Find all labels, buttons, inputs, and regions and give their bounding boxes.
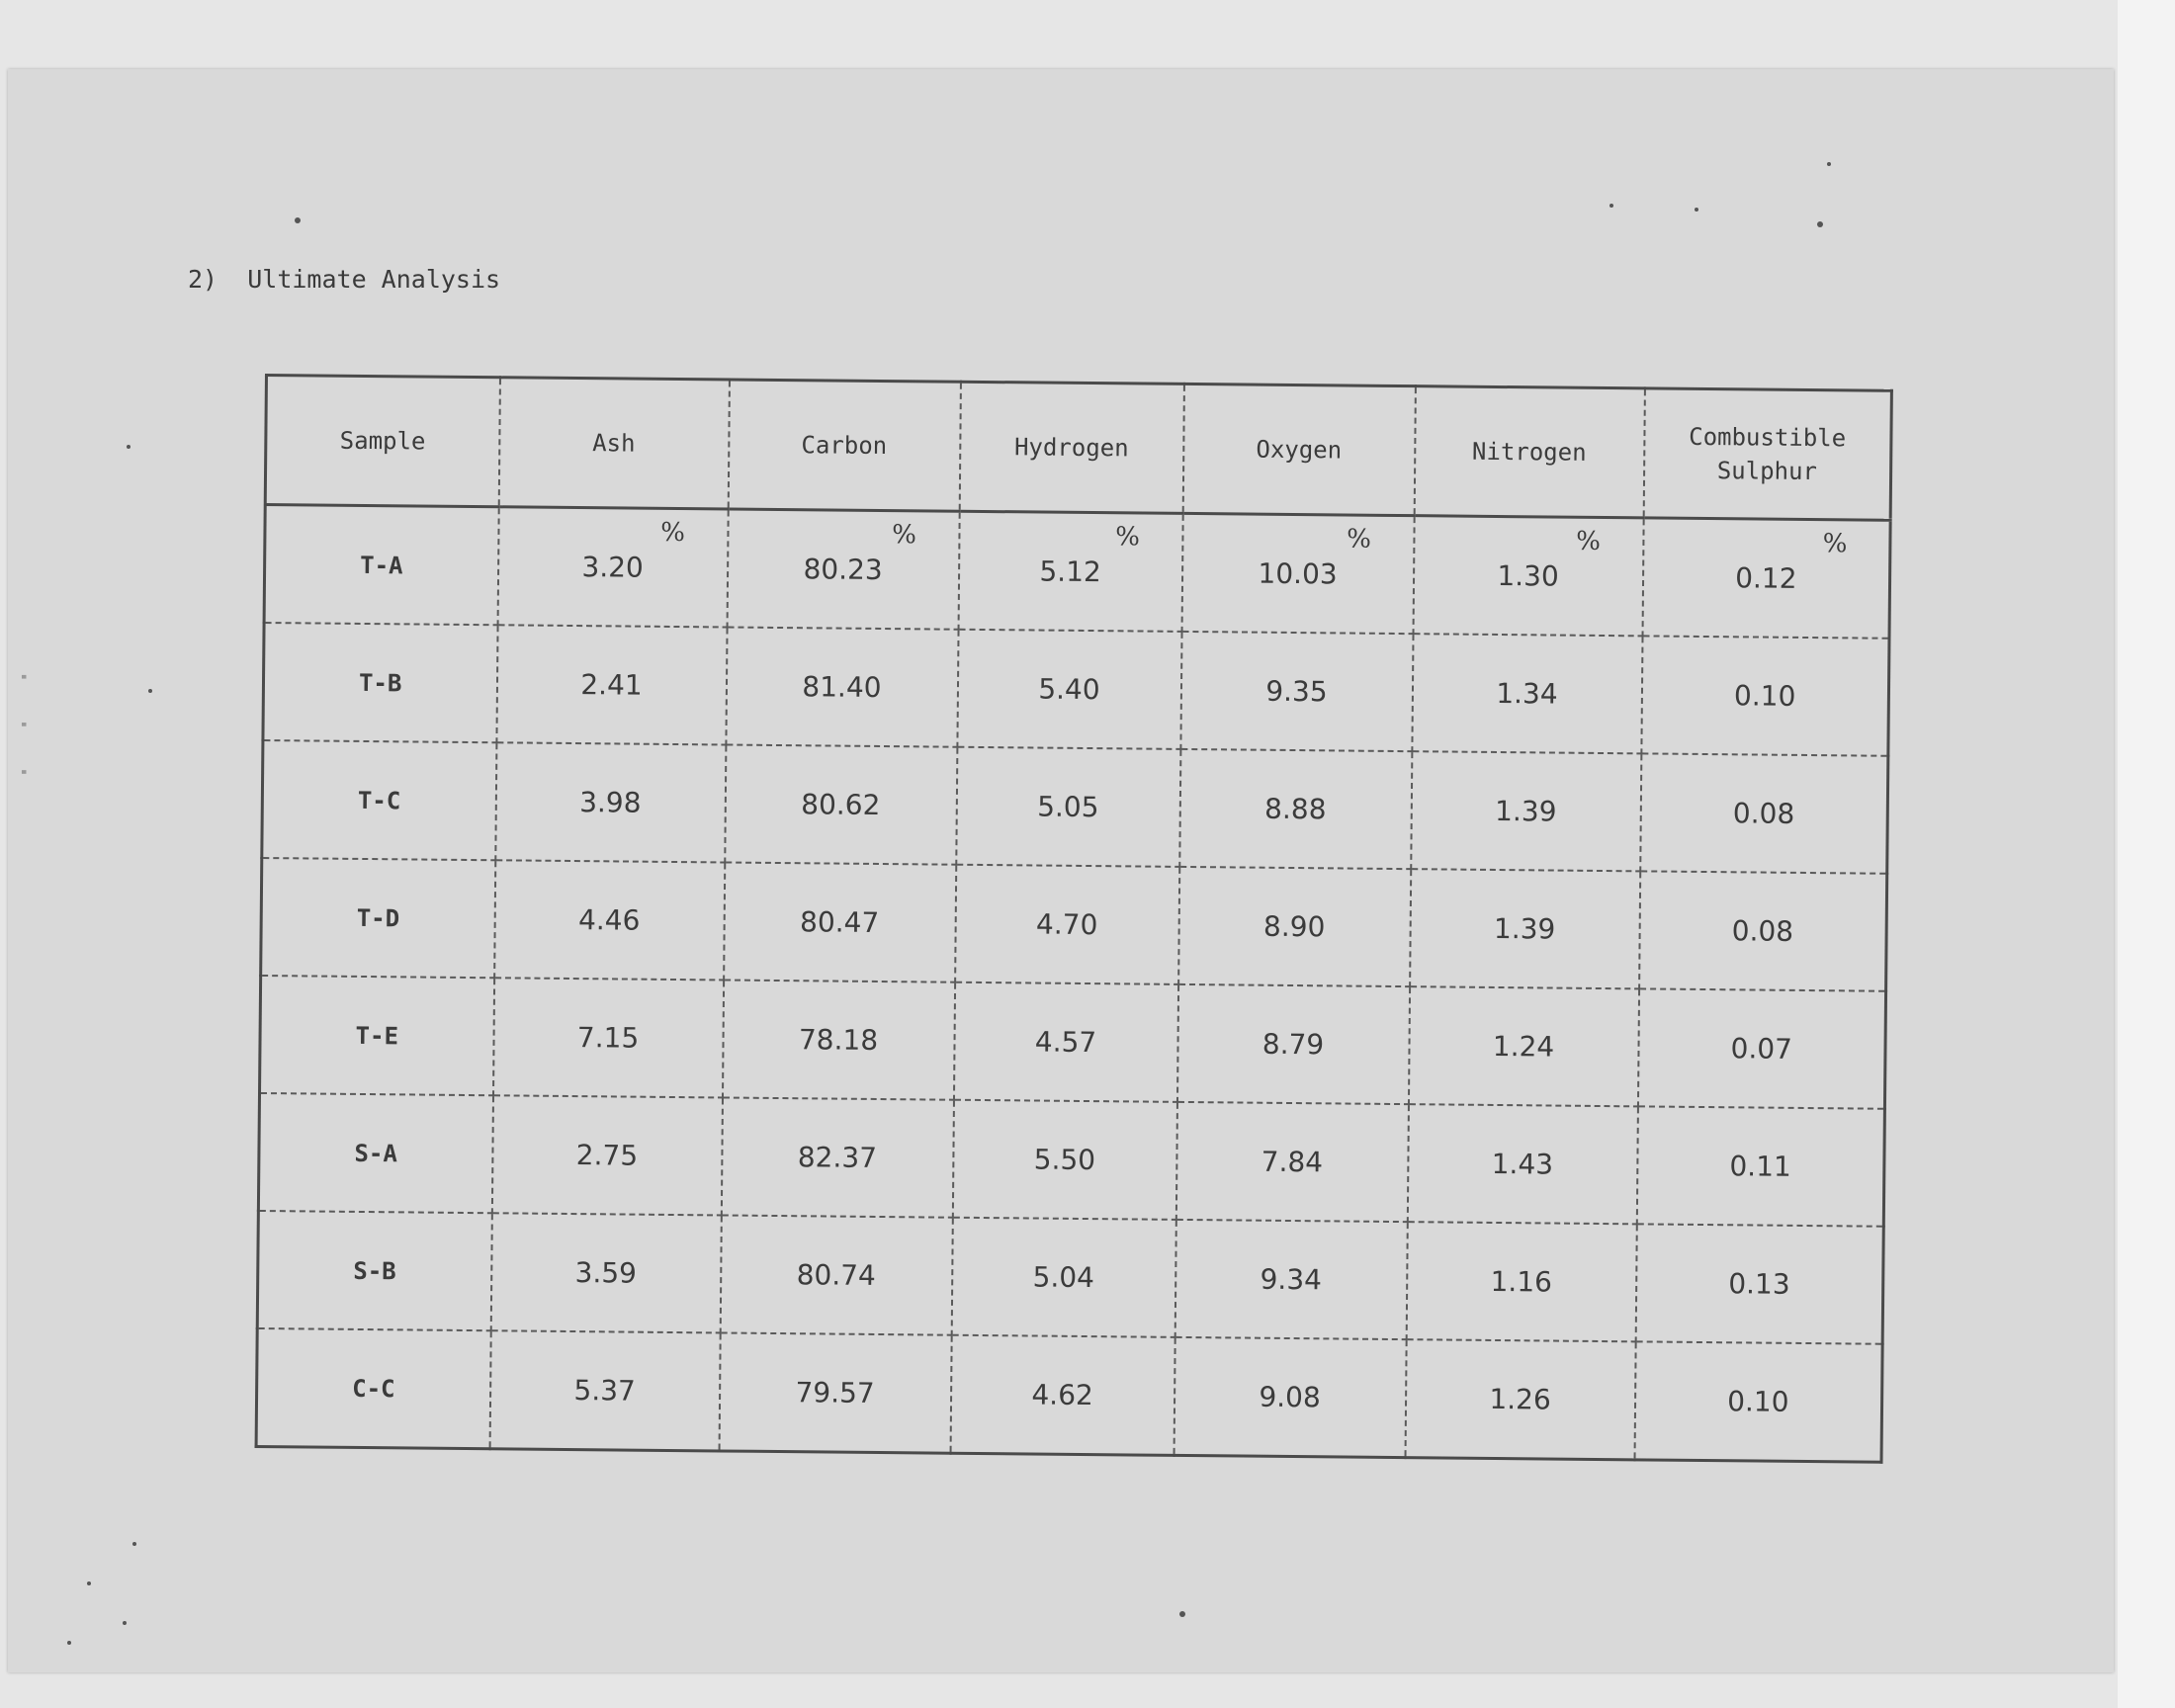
oxygen-cell: 9.34	[1174, 1220, 1407, 1339]
nitrogen-cell: 1.43	[1407, 1104, 1637, 1224]
scan-speck	[1610, 204, 1613, 208]
sample-cell: S-A	[258, 1093, 492, 1213]
scan-speck	[1179, 1611, 1185, 1617]
scan-speck	[1695, 208, 1698, 212]
scan-speck	[127, 445, 130, 449]
section-number: 2)	[188, 265, 218, 294]
nitrogen-cell: 1.16	[1406, 1222, 1636, 1341]
value: 0.12	[1735, 561, 1797, 595]
oxygen-cell	[1181, 513, 1414, 634]
analysis-table-container	[255, 374, 1890, 1464]
table-row	[257, 1211, 1883, 1344]
table-row	[262, 740, 1888, 874]
ash-cell: 4.46	[494, 860, 725, 980]
sample-cell: S-B	[257, 1211, 491, 1330]
sample-cell: T-A	[264, 505, 498, 626]
nitrogen-cell: 1.26	[1405, 1339, 1635, 1460]
sample-cell: T-B	[263, 623, 497, 742]
header-oxygen: Oxygen	[1182, 384, 1415, 515]
nitrogen-cell: 1.34	[1412, 634, 1642, 753]
percent-unit: %	[1115, 522, 1141, 553]
header-nitrogen: Nitrogen	[1414, 386, 1644, 518]
nitrogen-cell: 1.24	[1408, 986, 1638, 1106]
value: 1.30	[1497, 558, 1559, 593]
sulphur-cell: 0.10	[1641, 636, 1889, 755]
hydrogen-cell	[958, 511, 1182, 632]
ultimate-analysis-table	[255, 374, 1893, 1464]
scan-speck	[132, 1542, 136, 1546]
nitrogen-cell	[1413, 516, 1643, 637]
margin-stamp: · · ·	[8, 661, 43, 781]
percent-unit: %	[1822, 529, 1848, 559]
sample-cell: T-D	[261, 858, 495, 978]
scan-edge	[2118, 0, 2175, 1708]
sulphur-cell: 0.10	[1634, 1341, 1882, 1462]
sulphur-cell: 0.13	[1635, 1224, 1883, 1343]
header-row	[265, 376, 1891, 521]
carbon-cell: 81.40	[726, 627, 958, 746]
oxygen-cell: 9.08	[1174, 1337, 1406, 1458]
ash-cell: 7.15	[493, 978, 724, 1097]
carbon-cell: 80.47	[724, 862, 956, 982]
sample-cell: C-C	[256, 1328, 490, 1449]
percent-unit: %	[1576, 526, 1602, 556]
scan-speck	[1817, 221, 1823, 227]
header-hydrogen: Hydrogen	[959, 382, 1183, 513]
hydrogen-cell: 5.50	[952, 1100, 1176, 1220]
value: 10.03	[1258, 556, 1338, 591]
ash-cell	[497, 507, 728, 628]
header-sample: Sample	[265, 376, 499, 507]
ash-cell: 3.59	[490, 1213, 721, 1332]
sulphur-cell: 0.11	[1636, 1106, 1884, 1226]
percent-unit: %	[892, 520, 917, 551]
table-row	[258, 1093, 1884, 1227]
hydrogen-cell: 4.57	[953, 982, 1177, 1102]
header-ash: Ash	[498, 378, 729, 509]
ash-cell: 5.37	[489, 1330, 720, 1451]
section-heading	[188, 265, 500, 294]
scan-speck	[67, 1641, 71, 1645]
table-row	[263, 623, 1889, 756]
scan-speck	[148, 689, 152, 693]
sulphur-cell: 0.08	[1639, 871, 1887, 990]
header-carbon: Carbon	[728, 380, 960, 511]
oxygen-cell: 8.88	[1179, 749, 1412, 869]
oxygen-cell: 9.35	[1180, 632, 1413, 751]
nitrogen-cell: 1.39	[1410, 869, 1640, 988]
hydrogen-cell: 4.62	[950, 1335, 1174, 1456]
percent-unit: %	[1347, 524, 1372, 555]
sulphur-cell: 0.08	[1640, 753, 1888, 873]
sulphur-cell: 0.07	[1637, 988, 1885, 1108]
sample-cell: T-C	[262, 740, 496, 860]
sample-cell: T-E	[260, 976, 494, 1095]
table-row	[256, 1328, 1882, 1462]
ash-cell: 3.98	[495, 742, 726, 862]
table-row	[261, 858, 1887, 991]
sulphur-cell	[1642, 518, 1890, 639]
table-row	[260, 976, 1886, 1109]
oxygen-cell: 7.84	[1175, 1102, 1408, 1222]
carbon-cell: 80.74	[720, 1215, 952, 1334]
hydrogen-cell: 4.70	[955, 865, 1179, 984]
hydrogen-cell: 5.05	[956, 747, 1180, 867]
hydrogen-cell: 5.04	[951, 1218, 1175, 1337]
section-title: Ultimate Analysis	[247, 265, 501, 294]
ash-cell: 2.41	[496, 625, 727, 744]
value: 80.23	[803, 553, 883, 587]
hydrogen-cell: 5.40	[957, 630, 1181, 749]
carbon-cell: 79.57	[719, 1332, 951, 1453]
table-row	[264, 505, 1890, 639]
percent-unit: %	[660, 517, 686, 549]
oxygen-cell: 8.90	[1178, 867, 1411, 986]
carbon-cell: 78.18	[722, 980, 954, 1099]
ash-cell: 2.75	[491, 1095, 722, 1215]
scan-speck	[87, 1581, 91, 1585]
carbon-cell: 82.37	[721, 1097, 953, 1217]
header-combustible-sulphur: Combustible Sulphur	[1643, 388, 1891, 520]
value: 5.12	[1039, 555, 1101, 589]
carbon-cell	[727, 509, 959, 630]
value: 3.20	[581, 551, 644, 584]
scan-speck	[1827, 162, 1831, 166]
scan-speck	[295, 217, 301, 223]
carbon-cell: 80.62	[725, 744, 957, 864]
scan-speck	[123, 1621, 127, 1625]
nitrogen-cell: 1.39	[1411, 751, 1641, 871]
oxygen-cell: 8.79	[1176, 984, 1409, 1104]
